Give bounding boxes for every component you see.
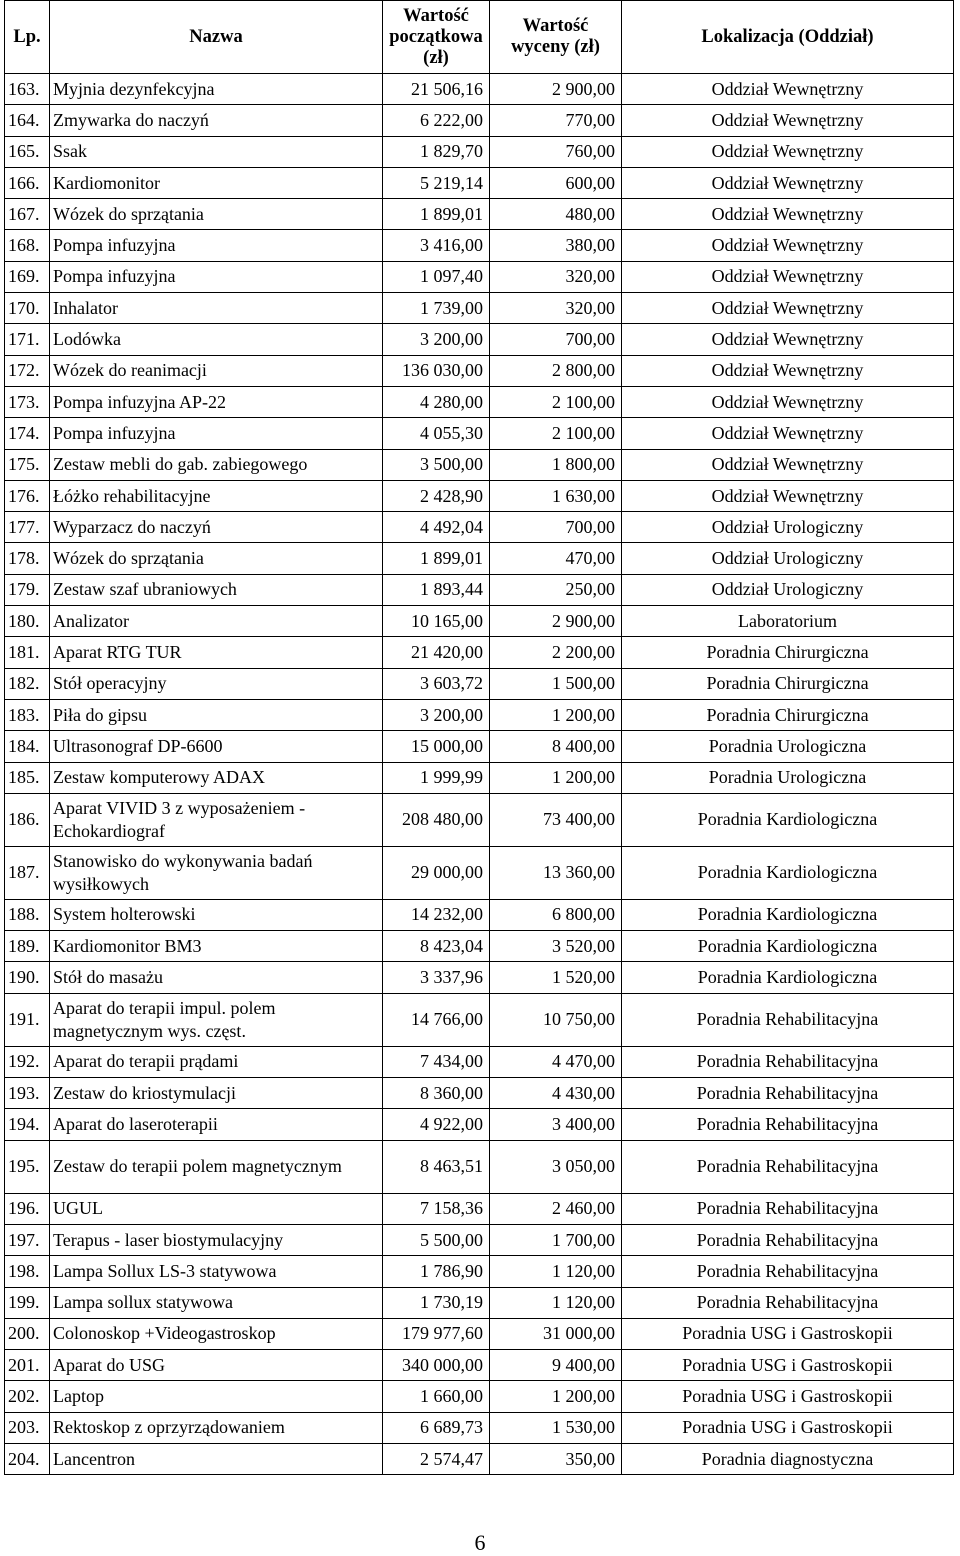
cell-lokalizacja: Oddział Wewnętrzny [622,324,954,355]
cell-wartosc-wyceny: 3 520,00 [490,931,622,962]
page-number: 6 [474,1530,486,1555]
cell-wartosc-wyceny: 4 430,00 [490,1078,622,1109]
cell-lokalizacja: Poradnia USG i Gastroskopii [622,1412,954,1443]
cell-nazwa: Wózek do sprzątania [50,543,383,574]
inventory-table [4,0,954,1475]
cell-lp: 169. [5,261,50,292]
cell-wartosc-poczatkowa: 29 000,00 [383,846,490,899]
table-row [5,899,954,930]
cell-nazwa: Piła do gipsu [50,699,383,730]
cell-wartosc-poczatkowa: 21 506,16 [383,74,490,105]
table-row [5,1078,954,1109]
cell-lp: 181. [5,637,50,668]
table-row [5,1140,954,1193]
cell-wartosc-poczatkowa: 3 200,00 [383,324,490,355]
cell-wartosc-wyceny: 31 000,00 [490,1318,622,1349]
cell-nazwa: System holterowski [50,899,383,930]
cell-lokalizacja: Poradnia Rehabilitacyjna [622,1078,954,1109]
table-row [5,167,954,198]
cell-wartosc-wyceny: 1 200,00 [490,1381,622,1412]
cell-wartosc-poczatkowa: 136 030,00 [383,355,490,386]
cell-nazwa: Stół do masażu [50,962,383,993]
cell-wartosc-poczatkowa: 1 829,70 [383,136,490,167]
table-row [5,512,954,543]
cell-nazwa: Aparat VIVID 3 z wyposażeniem - Echokardiograf [50,793,383,846]
cell-wartosc-wyceny: 1 200,00 [490,762,622,793]
table-row [5,1381,954,1412]
cell-lokalizacja: Poradnia Rehabilitacyjna [622,1140,954,1193]
cell-lokalizacja: Poradnia USG i Gastroskopii [622,1381,954,1412]
cell-lokalizacja: Oddział Wewnętrzny [622,74,954,105]
cell-wartosc-wyceny: 600,00 [490,167,622,198]
cell-lokalizacja: Oddział Wewnętrzny [622,199,954,230]
cell-lokalizacja: Poradnia USG i Gastroskopii [622,1350,954,1381]
cell-wartosc-poczatkowa: 1 899,01 [383,543,490,574]
cell-wartosc-poczatkowa: 7 434,00 [383,1046,490,1077]
cell-wartosc-poczatkowa: 1 899,01 [383,199,490,230]
cell-wartosc-wyceny: 1 700,00 [490,1224,622,1255]
cell-nazwa: Ultrasonograf DP-6600 [50,731,383,762]
cell-lp: 190. [5,962,50,993]
cell-wartosc-wyceny: 2 100,00 [490,418,622,449]
cell-wartosc-poczatkowa: 8 423,04 [383,931,490,962]
table-row [5,793,954,846]
cell-nazwa: Zestaw mebli do gab. zabiegowego [50,449,383,480]
table-row [5,1224,954,1255]
cell-wartosc-wyceny: 320,00 [490,261,622,292]
table-row [5,606,954,637]
cell-lokalizacja: Poradnia Urologiczna [622,731,954,762]
cell-wartosc-poczatkowa: 3 200,00 [383,699,490,730]
cell-lokalizacja: Oddział Urologiczny [622,512,954,543]
cell-lokalizacja: Oddział Wewnętrzny [622,386,954,417]
table-row [5,574,954,605]
cell-lokalizacja: Oddział Wewnętrzny [622,261,954,292]
cell-nazwa: Terapus - laser biostymulacyjny [50,1224,383,1255]
cell-wartosc-poczatkowa: 340 000,00 [383,1350,490,1381]
cell-lokalizacja: Poradnia Chirurgiczna [622,668,954,699]
cell-lp: 200. [5,1318,50,1349]
cell-lokalizacja: Oddział Wewnętrzny [622,105,954,136]
cell-lokalizacja: Poradnia Kardiologiczna [622,793,954,846]
cell-lp: 187. [5,846,50,899]
table-row [5,637,954,668]
cell-lokalizacja: Poradnia diagnostyczna [622,1443,954,1474]
cell-wartosc-wyceny: 2 800,00 [490,355,622,386]
cell-lp: 204. [5,1443,50,1474]
cell-wartosc-wyceny: 350,00 [490,1443,622,1474]
table-row [5,449,954,480]
table-row [5,668,954,699]
cell-wartosc-poczatkowa: 7 158,36 [383,1193,490,1224]
cell-wartosc-wyceny: 1 120,00 [490,1256,622,1287]
cell-lp: 198. [5,1256,50,1287]
cell-wartosc-wyceny: 3 400,00 [490,1109,622,1140]
cell-wartosc-poczatkowa: 1 893,44 [383,574,490,605]
cell-lp: 172. [5,355,50,386]
cell-lp: 165. [5,136,50,167]
table-row [5,261,954,292]
cell-nazwa: Stanowisko do wykonywania badań wysiłkowych [50,846,383,899]
cell-wartosc-wyceny: 2 900,00 [490,606,622,637]
table-row [5,1287,954,1318]
table-row [5,1109,954,1140]
cell-wartosc-wyceny: 6 800,00 [490,899,622,930]
cell-lp: 171. [5,324,50,355]
table-row [5,480,954,511]
cell-wartosc-wyceny: 2 100,00 [490,386,622,417]
cell-wartosc-poczatkowa: 5 500,00 [383,1224,490,1255]
table-row [5,74,954,105]
cell-nazwa: Laptop [50,1381,383,1412]
cell-wartosc-poczatkowa: 8 463,51 [383,1140,490,1193]
cell-nazwa: Myjnia dezynfekcyjna [50,74,383,105]
cell-lp: 180. [5,606,50,637]
cell-nazwa: Pompa infuzyjna AP-22 [50,386,383,417]
cell-wartosc-wyceny: 700,00 [490,512,622,543]
cell-lp: 183. [5,699,50,730]
cell-nazwa: Pompa infuzyjna [50,261,383,292]
cell-lokalizacja: Poradnia Rehabilitacyjna [622,1256,954,1287]
cell-nazwa: Aparat do USG [50,1350,383,1381]
cell-wartosc-wyceny: 320,00 [490,293,622,324]
cell-lokalizacja: Oddział Wewnętrzny [622,230,954,261]
table-row [5,386,954,417]
cell-lp: 194. [5,1109,50,1140]
cell-nazwa: Łóżko rehabilitacyjne [50,480,383,511]
cell-lokalizacja: Oddział Wewnętrzny [622,293,954,324]
cell-nazwa: Wózek do sprzątania [50,199,383,230]
cell-wartosc-wyceny: 700,00 [490,324,622,355]
table-header-row [5,1,954,74]
cell-wartosc-wyceny: 1 200,00 [490,699,622,730]
table-row [5,418,954,449]
cell-wartosc-poczatkowa: 179 977,60 [383,1318,490,1349]
table-row [5,230,954,261]
cell-wartosc-poczatkowa: 3 337,96 [383,962,490,993]
cell-nazwa: Analizator [50,606,383,637]
table-row [5,1443,954,1474]
cell-lp: 186. [5,793,50,846]
cell-lokalizacja: Poradnia Rehabilitacyjna [622,1287,954,1318]
cell-nazwa: Zestaw do kriostymulacji [50,1078,383,1109]
cell-wartosc-poczatkowa: 1 660,00 [383,1381,490,1412]
cell-lokalizacja: Poradnia Kardiologiczna [622,962,954,993]
cell-wartosc-poczatkowa: 4 492,04 [383,512,490,543]
cell-lp: 179. [5,574,50,605]
header-wartosc-wyceny: Wartość wyceny (zł) [490,1,622,74]
cell-lokalizacja: Oddział Wewnętrzny [622,418,954,449]
cell-nazwa: UGUL [50,1193,383,1224]
table-row [5,993,954,1046]
cell-lokalizacja: Poradnia Rehabilitacyjna [622,1046,954,1077]
cell-wartosc-wyceny: 1 630,00 [490,480,622,511]
cell-lp: 191. [5,993,50,1046]
table-row [5,293,954,324]
cell-nazwa: Zmywarka do naczyń [50,105,383,136]
cell-nazwa: Aparat RTG TUR [50,637,383,668]
cell-lokalizacja: Oddział Urologiczny [622,543,954,574]
cell-nazwa: Lancentron [50,1443,383,1474]
cell-wartosc-poczatkowa: 3 603,72 [383,668,490,699]
cell-wartosc-wyceny: 2 460,00 [490,1193,622,1224]
cell-wartosc-wyceny: 1 500,00 [490,668,622,699]
cell-lp: 184. [5,731,50,762]
cell-lp: 182. [5,668,50,699]
cell-lokalizacja: Poradnia Rehabilitacyjna [622,1224,954,1255]
cell-wartosc-poczatkowa: 4 922,00 [383,1109,490,1140]
cell-nazwa: Kardiomonitor BM3 [50,931,383,962]
cell-lokalizacja: Poradnia Chirurgiczna [622,637,954,668]
cell-lp: 177. [5,512,50,543]
cell-lokalizacja: Poradnia Kardiologiczna [622,846,954,899]
cell-lokalizacja: Poradnia Kardiologiczna [622,899,954,930]
cell-wartosc-poczatkowa: 8 360,00 [383,1078,490,1109]
table-row [5,699,954,730]
cell-nazwa: Pompa infuzyjna [50,230,383,261]
table-row [5,962,954,993]
cell-lp: 202. [5,1381,50,1412]
cell-wartosc-poczatkowa: 15 000,00 [383,731,490,762]
table-row [5,731,954,762]
cell-nazwa: Wózek do reanimacji [50,355,383,386]
table-row [5,199,954,230]
cell-wartosc-wyceny: 380,00 [490,230,622,261]
cell-nazwa: Lodówka [50,324,383,355]
cell-lp: 178. [5,543,50,574]
cell-wartosc-wyceny: 2 200,00 [490,637,622,668]
cell-lokalizacja: Laboratorium [622,606,954,637]
cell-wartosc-poczatkowa: 14 766,00 [383,993,490,1046]
cell-wartosc-poczatkowa: 1 097,40 [383,261,490,292]
cell-wartosc-wyceny: 3 050,00 [490,1140,622,1193]
cell-wartosc-wyceny: 8 400,00 [490,731,622,762]
cell-lokalizacja: Oddział Wewnętrzny [622,449,954,480]
cell-wartosc-wyceny: 2 900,00 [490,74,622,105]
header-wartosc-poczatkowa: Wartość początkowa (zł) [383,1,490,74]
cell-lp: 189. [5,931,50,962]
cell-wartosc-poczatkowa: 6 222,00 [383,105,490,136]
table-row [5,1412,954,1443]
cell-lp: 167. [5,199,50,230]
cell-lp: 163. [5,74,50,105]
cell-wartosc-poczatkowa: 2 428,90 [383,480,490,511]
cell-wartosc-poczatkowa: 1 786,90 [383,1256,490,1287]
cell-lp: 199. [5,1287,50,1318]
cell-lp: 203. [5,1412,50,1443]
table-row [5,762,954,793]
table-row [5,355,954,386]
cell-nazwa: Lampa Sollux LS-3 statywowa [50,1256,383,1287]
cell-nazwa: Aparat do terapii prądami [50,1046,383,1077]
cell-lp: 175. [5,449,50,480]
cell-lokalizacja: Poradnia Rehabilitacyjna [622,1109,954,1140]
cell-lp: 173. [5,386,50,417]
cell-lokalizacja: Oddział Wewnętrzny [622,167,954,198]
cell-lp: 168. [5,230,50,261]
cell-lokalizacja: Oddział Urologiczny [622,574,954,605]
cell-nazwa: Lampa sollux statywowa [50,1287,383,1318]
table-row [5,1318,954,1349]
cell-lp: 188. [5,899,50,930]
cell-lokalizacja: Poradnia Urologiczna [622,762,954,793]
table-row [5,1193,954,1224]
cell-lokalizacja: Poradnia Chirurgiczna [622,699,954,730]
cell-nazwa: Stół operacyjny [50,668,383,699]
cell-wartosc-wyceny: 1 800,00 [490,449,622,480]
cell-lokalizacja: Poradnia Kardiologiczna [622,931,954,962]
cell-lp: 192. [5,1046,50,1077]
table-row [5,543,954,574]
cell-wartosc-wyceny: 13 360,00 [490,846,622,899]
cell-wartosc-wyceny: 770,00 [490,105,622,136]
cell-lokalizacja: Oddział Wewnętrzny [622,136,954,167]
cell-wartosc-wyceny: 1 120,00 [490,1287,622,1318]
cell-lp: 197. [5,1224,50,1255]
table-row [5,931,954,962]
cell-nazwa: Rektoskop z oprzyrządowaniem [50,1412,383,1443]
cell-wartosc-poczatkowa: 14 232,00 [383,899,490,930]
cell-wartosc-poczatkowa: 6 689,73 [383,1412,490,1443]
cell-nazwa: Zestaw szaf ubraniowych [50,574,383,605]
cell-lp: 166. [5,167,50,198]
table-row [5,324,954,355]
cell-wartosc-poczatkowa: 5 219,14 [383,167,490,198]
cell-nazwa: Wyparzacz do naczyń [50,512,383,543]
table-row [5,846,954,899]
cell-nazwa: Zestaw do terapii polem magnetycznym [50,1140,383,1193]
cell-nazwa: Pompa infuzyjna [50,418,383,449]
cell-lp: 201. [5,1350,50,1381]
cell-wartosc-wyceny: 760,00 [490,136,622,167]
cell-wartosc-wyceny: 480,00 [490,199,622,230]
cell-wartosc-wyceny: 73 400,00 [490,793,622,846]
cell-wartosc-wyceny: 1 530,00 [490,1412,622,1443]
cell-nazwa: Inhalator [50,293,383,324]
table-row [5,105,954,136]
cell-wartosc-poczatkowa: 4 055,30 [383,418,490,449]
cell-wartosc-poczatkowa: 2 574,47 [383,1443,490,1474]
cell-nazwa: Aparat do terapii impul. polem magnetycznym wys. częst. [50,993,383,1046]
cell-nazwa: Aparat do laseroterapii [50,1109,383,1140]
table-row [5,136,954,167]
cell-lp: 176. [5,480,50,511]
cell-lp: 174. [5,418,50,449]
table-body [5,74,954,1475]
cell-lp: 185. [5,762,50,793]
cell-wartosc-poczatkowa: 1 999,99 [383,762,490,793]
header-nazwa: Nazwa [50,1,383,74]
cell-nazwa: Ssak [50,136,383,167]
cell-wartosc-wyceny: 9 400,00 [490,1350,622,1381]
cell-wartosc-wyceny: 4 470,00 [490,1046,622,1077]
table-row [5,1046,954,1077]
cell-wartosc-wyceny: 250,00 [490,574,622,605]
cell-wartosc-poczatkowa: 3 416,00 [383,230,490,261]
cell-wartosc-poczatkowa: 4 280,00 [383,386,490,417]
cell-wartosc-wyceny: 1 520,00 [490,962,622,993]
cell-lp: 164. [5,105,50,136]
cell-wartosc-poczatkowa: 208 480,00 [383,793,490,846]
cell-wartosc-wyceny: 470,00 [490,543,622,574]
header-lp: Lp. [5,1,50,74]
cell-wartosc-poczatkowa: 10 165,00 [383,606,490,637]
cell-lp: 170. [5,293,50,324]
cell-nazwa: Colonoskop +Videogastroskop [50,1318,383,1349]
cell-wartosc-poczatkowa: 1 730,19 [383,1287,490,1318]
cell-lokalizacja: Oddział Wewnętrzny [622,355,954,386]
cell-lokalizacja: Poradnia Rehabilitacyjna [622,1193,954,1224]
cell-lp: 195. [5,1140,50,1193]
cell-lokalizacja: Poradnia USG i Gastroskopii [622,1318,954,1349]
cell-lp: 196. [5,1193,50,1224]
cell-wartosc-poczatkowa: 3 500,00 [383,449,490,480]
cell-wartosc-wyceny: 10 750,00 [490,993,622,1046]
cell-lokalizacja: Oddział Wewnętrzny [622,480,954,511]
cell-nazwa: Zestaw komputerowy ADAX [50,762,383,793]
header-lokalizacja: Lokalizacja (Oddział) [622,1,954,74]
cell-lokalizacja: Poradnia Rehabilitacyjna [622,993,954,1046]
cell-lp: 193. [5,1078,50,1109]
table-row [5,1350,954,1381]
cell-nazwa: Kardiomonitor [50,167,383,198]
cell-wartosc-poczatkowa: 1 739,00 [383,293,490,324]
table-row [5,1256,954,1287]
cell-wartosc-poczatkowa: 21 420,00 [383,637,490,668]
